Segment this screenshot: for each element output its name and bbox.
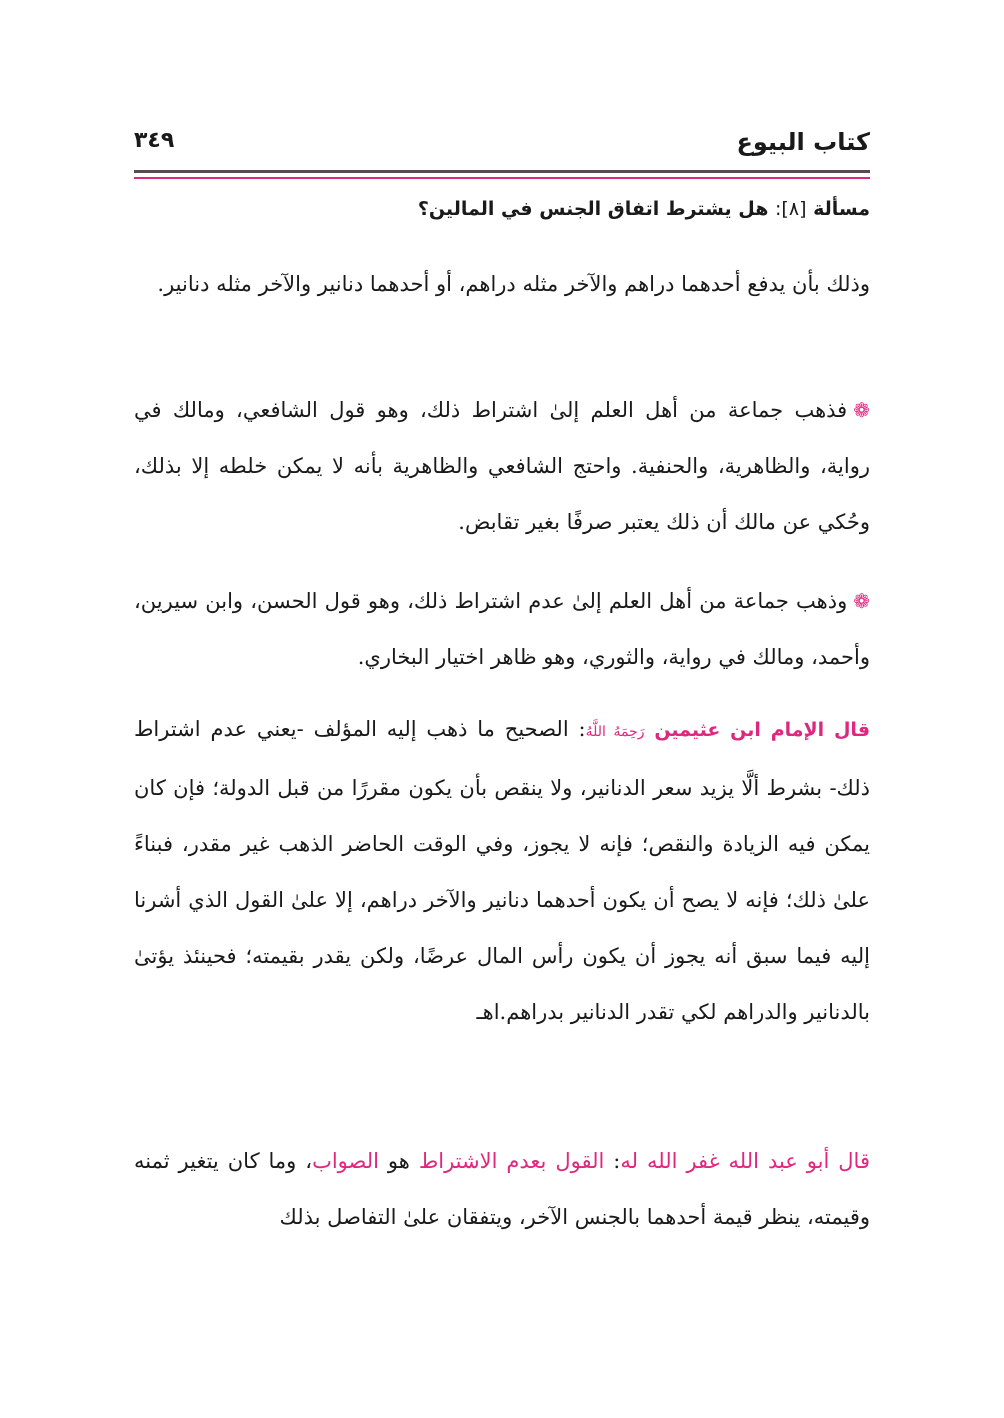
- paragraph-second-opinion: [134, 573, 870, 685]
- speaker-name: قال الإمام ابن عثيمين: [654, 719, 871, 741]
- paragraph-ibn-uthaymin: [134, 701, 870, 1040]
- issue-label: مسألة: [813, 198, 870, 220]
- quote-text: : الصحيح ما ذهب إليه المؤلف -يعني عدم اشتراط ذلك- بشرط ألَّا يزيد سعر الدنانير، ولا ينقص بأن يكون مقررًا من قبل الدولة؛ فإن كان يمكن فيه الزيادة والنقص؛ فإنه لا يجوز، وفي الوقت الحاضر الذهب غير مقدر، فبناءً علىٰ ذلك؛ فإنه لا يصح أن يكون أحدهما دنانير والآخر دراهم، إلا علىٰ القول الذي أشرنا إليه فيما سبق أنه يجوز أن يكون رأس المال عرضًا، ولكن يقدر بقيمته؛ فحينئذ يؤتىٰ بالدنانير والدراهم لكي تقدر الدنانير بدراهم.اهـ: [134, 717, 870, 1024]
- book-page: [134, 0, 870, 1418]
- header-rule-dark: [134, 170, 870, 173]
- author-mid: هو: [378, 1149, 419, 1173]
- flower-bullet-icon: ❁: [853, 589, 870, 613]
- page-number: ٣٤٩: [134, 128, 175, 153]
- issue-heading: [134, 198, 870, 220]
- header-rule-pink: [134, 177, 870, 179]
- author-name: قال أبو عبد الله غفر الله له: [620, 1149, 870, 1173]
- chapter-title: كتاب البيوع: [736, 128, 870, 156]
- author-opinion: القول بعدم الاشتراط: [418, 1149, 605, 1173]
- paragraph-first-opinion: [134, 382, 870, 550]
- paragraph-intro: وذلك بأن يدفع أحدهما دراهم والآخر مثله دراهم، أو أحدهما دنانير والآخر مثله دنانير.: [157, 272, 870, 296]
- first-opinion-text: فذهب جماعة من أهل العلم إلىٰ اشتراط ذلك، وهو قول الشافعي، ومالك في رواية، والظاهرية، والحنفية. واحتج الشافعي والظاهرية بأنه لا يمكن خلطه إلا بذلك، وحُكي عن مالك أن ذلك يعتبر صرفًا بغير تقابض.: [134, 398, 870, 534]
- second-opinion-text: وذهب جماعة من أهل العلم إلىٰ عدم اشتراط ذلك، وهو قول الحسن، وابن سيرين، وأحمد، ومالك في رواية، والثوري، وهو ظاهر اختيار البخاري.: [134, 589, 870, 669]
- author-text: ، وما كان يتغير ثمنه وقيمته، ينظر قيمة أحدهما بالجنس الآخر، ويتفقان علىٰ التفاصل بذلك: [134, 1149, 870, 1229]
- issue-question: هل يشترط اتفاق الجنس في المالين؟: [417, 198, 769, 220]
- paragraph-author-opinion: [134, 1133, 870, 1245]
- author-colon: :: [604, 1149, 621, 1173]
- honorific-mark: رَحِمَهُ اللَّهُ: [585, 724, 645, 740]
- author-correct: الصواب: [312, 1149, 379, 1173]
- flower-bullet-icon: ❁: [853, 398, 870, 422]
- page-header: [134, 128, 870, 172]
- issue-number: [٨]:: [775, 198, 807, 220]
